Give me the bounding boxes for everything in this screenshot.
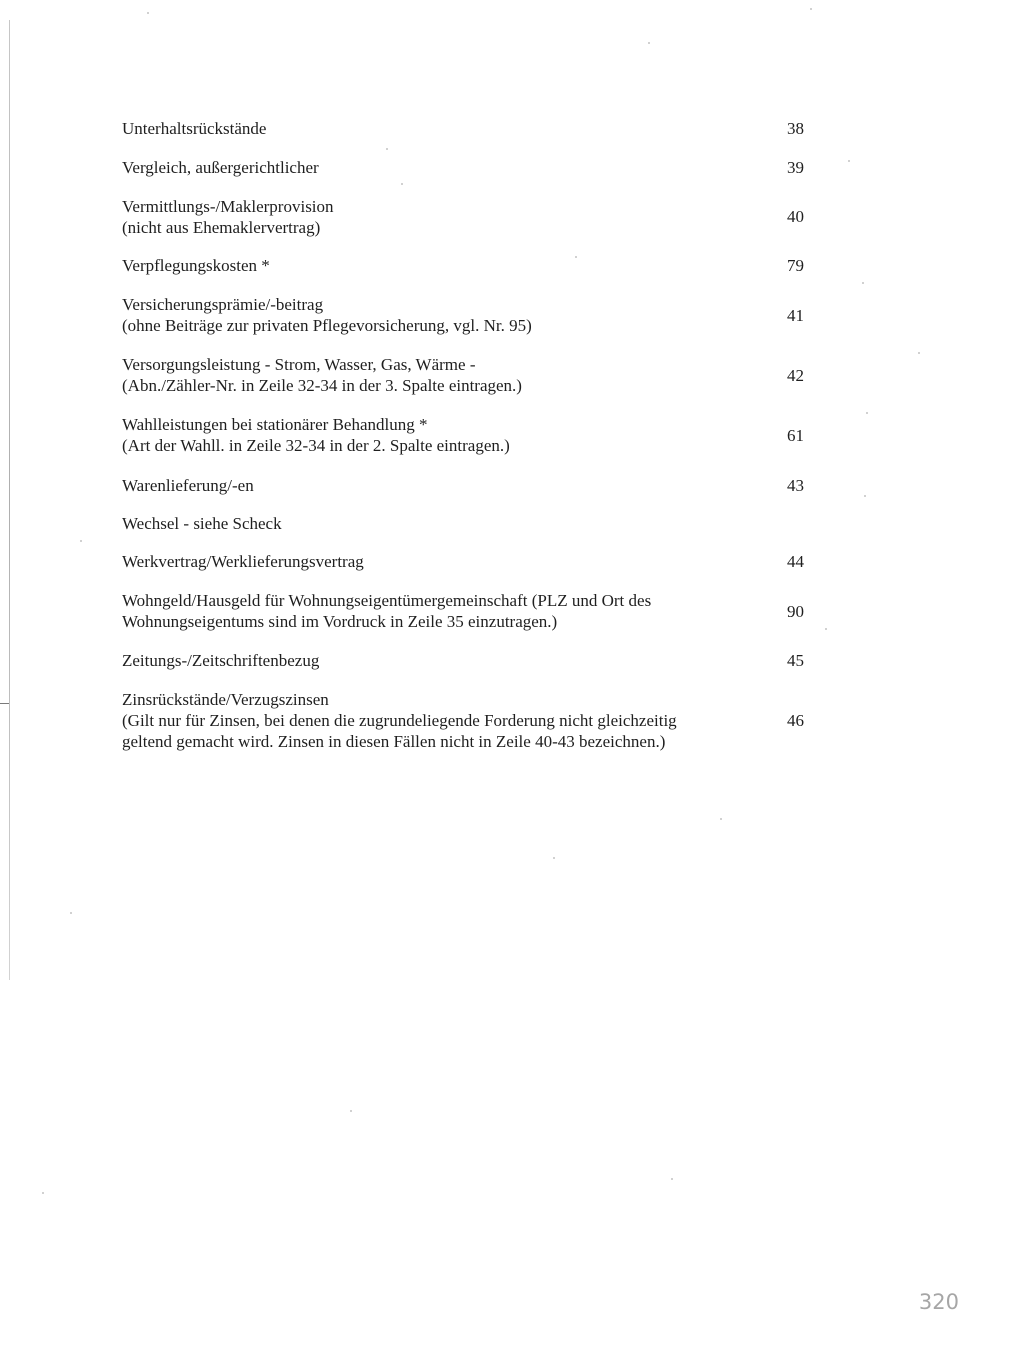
entry-line: Wohngeld/Hausgeld für Wohnungseigentümergemeinschaft (PLZ und Ort des [122,591,652,610]
entry-line: Zeitungs-/Zeitschriftenbezug [122,651,320,670]
entry-number: 79 [787,256,804,275]
entry-number: 90 [787,602,804,621]
index-entry-zeitungsbezug [122,650,812,671]
entry-text [122,551,757,572]
index-entry-wechsel [122,513,812,534]
entry-line: (nicht aus Ehemaklervertrag) [122,218,321,237]
index-entry-verpflegungskosten [122,255,812,276]
entry-text [122,294,757,336]
scan-margin-line [9,20,10,980]
entry-line: (ohne Beiträge zur privaten Pflegevorsicherung, vgl. Nr. 95) [122,316,532,335]
entry-number: 46 [787,711,804,730]
index-entry-vergleich [122,157,812,178]
entry-text [122,157,757,178]
entry-line: (Abn./Zähler-Nr. in Zeile 32-34 in der 3. Spalte eintragen.) [122,376,522,395]
index-entry-versorgungsleistung [122,354,812,396]
index-entry-wahlleistungen [122,414,812,456]
entry-number: 41 [787,306,804,325]
entry-line: Vergleich, außergerichtlicher [122,158,319,177]
index-entry-unterhaltsrueckstaende [122,118,812,139]
entry-number: 61 [787,426,804,445]
entry-line: (Art der Wahll. in Zeile 32-34 in der 2. Spalte eintragen.) [122,436,510,455]
entry-text [122,650,757,671]
entry-text [122,414,757,456]
entry-text [122,354,757,396]
entry-number: 39 [787,158,804,177]
entry-number: 43 [787,476,804,495]
entry-text [122,513,757,534]
page-number: 320 [918,1290,959,1314]
entry-line: Werkvertrag/Werklieferungsvertrag [122,552,364,571]
index-entry-werkvertrag [122,551,812,572]
index-entry-zinsrueckstaende [122,689,812,752]
index-entry-vermittlungsprovision [122,196,812,238]
entry-line: Wahlleistungen bei stationärer Behandlung * [122,415,428,434]
entry-text [122,255,757,276]
entry-number: 44 [787,552,804,571]
entry-number: 40 [787,207,804,226]
index-entry-versicherungspraemie [122,294,812,336]
entry-number: 45 [787,651,804,670]
entry-text [122,590,757,632]
scan-margin-tick [0,703,9,704]
index-entry-wohngeld [122,590,812,632]
entry-text [122,475,757,496]
entry-line: Versorgungsleistung - Strom, Wasser, Gas, Wärme - [122,355,476,374]
entry-line: Verpflegungskosten * [122,256,270,275]
entry-line: Versicherungsprämie/-beitrag [122,295,324,314]
entry-line: Zinsrückstände/Verzugszinsen [122,690,329,709]
entry-line: Wechsel - siehe Scheck [122,514,282,533]
entry-number: 42 [787,366,804,385]
entry-line: Unterhaltsrückstände [122,119,267,138]
entry-text [122,689,757,752]
entry-text [122,196,757,238]
entry-number: 38 [787,119,804,138]
entry-line: (Gilt nur für Zinsen, bei denen die zugrundeliegende Forderung nicht gleichzeitig [122,711,677,730]
entry-line: Warenlieferung/-en [122,476,254,495]
entry-line: Wohnungseigentums sind im Vordruck in Zeile 35 einzutragen.) [122,612,558,631]
entry-text [122,118,757,139]
index-entry-warenlieferung [122,475,812,496]
entry-line: Vermittlungs-/Maklerprovision [122,197,334,216]
entry-line: geltend gemacht wird. Zinsen in diesen Fällen nicht in Zeile 40-43 bezeichnen.) [122,732,666,751]
